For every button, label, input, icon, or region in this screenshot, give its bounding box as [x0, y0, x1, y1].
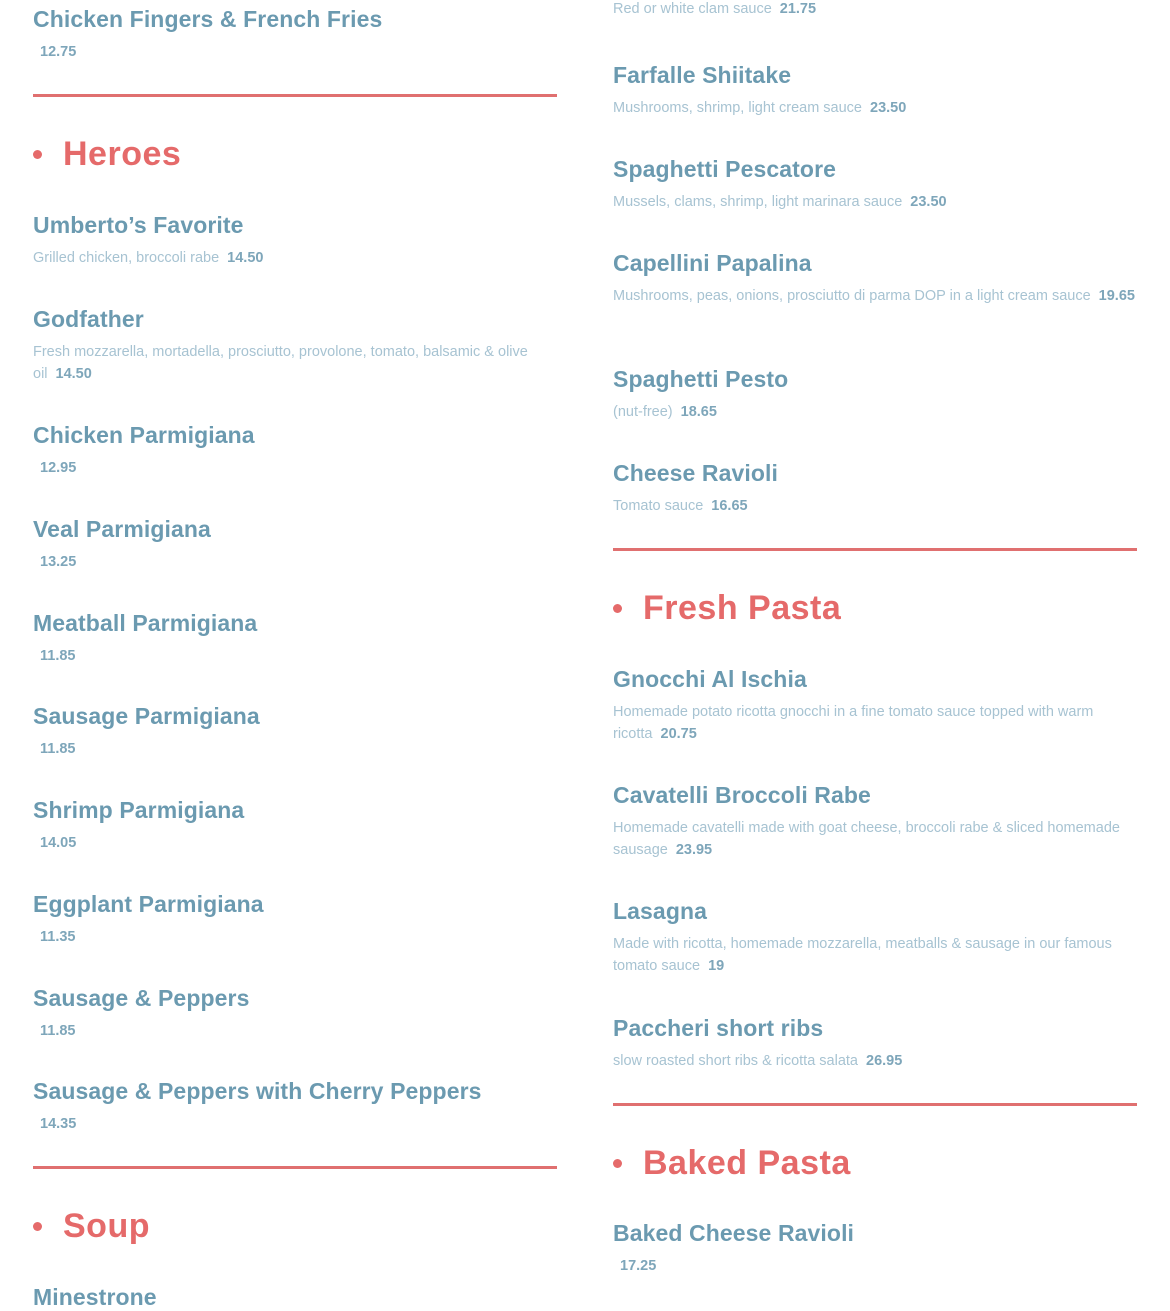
item-price: 17.25 [620, 1258, 657, 1274]
item-name: Capellini Papalina [613, 250, 812, 276]
bullet-dot-icon [33, 150, 42, 159]
menu-item [33, 305, 557, 385]
item-price: 11.85 [40, 1023, 76, 1039]
menu-item [33, 609, 557, 667]
item-details [33, 247, 557, 269]
item-details [33, 738, 557, 760]
menu-item [613, 155, 1137, 213]
item-name: Lasagna [613, 898, 708, 924]
item-name: Gnocchi Al Ischia [613, 666, 807, 692]
section-title: Baked Pasta [643, 1143, 851, 1182]
item-description: Red or white clam sauce [613, 1, 772, 17]
menu-item [33, 421, 557, 479]
item-details [613, 97, 1137, 119]
item-details [33, 832, 557, 854]
item-details [613, 701, 1137, 745]
item-price: 11.85 [40, 648, 76, 664]
item-details [33, 341, 557, 385]
section-heading-fresh-pasta [613, 588, 841, 628]
section-divider [613, 548, 1137, 551]
item-price: 14.05 [40, 835, 77, 851]
item-details [33, 551, 557, 573]
item-price: 11.85 [40, 741, 76, 757]
item-price: 14.50 [55, 366, 92, 382]
item-description: (nut-free) [613, 404, 673, 420]
item-name: Sausage Parmigiana [33, 703, 260, 729]
item-price: 26.95 [866, 1053, 903, 1069]
section-divider [33, 1166, 557, 1169]
section-divider [33, 94, 557, 97]
section-divider [613, 1103, 1137, 1106]
item-description: Homemade cavatelli made with goat cheese, broccoli rabe & sliced homemade sausage [613, 820, 1120, 858]
section-heading-soup [33, 1206, 150, 1246]
section-heading-heroes [33, 134, 181, 174]
item-description: Mussels, clams, shrimp, light marinara sauce [613, 194, 903, 210]
item-description: Homemade potato ricotta gnocchi in a fine tomato sauce topped with warm ricotta [613, 704, 1094, 742]
item-details [613, 0, 1137, 20]
item-price: 23.95 [675, 842, 713, 858]
item-description: Fresh mozzarella, mortadella, prosciutto, provolone, tomato, balsamic & olive oil [33, 344, 528, 382]
menu-item [33, 984, 557, 1042]
menu-item [33, 5, 557, 63]
item-price: 14.50 [227, 250, 264, 266]
menu-item [33, 796, 557, 854]
item-description: Tomato sauce [613, 498, 704, 514]
item-details [33, 645, 557, 667]
bullet-dot-icon [613, 604, 622, 613]
item-details [33, 41, 557, 63]
item-description: Made with ricotta, homemade mozzarella, meatballs & sausage in our famous tomato sauce [613, 936, 1112, 974]
item-details [33, 1113, 557, 1135]
item-price: 19.65 [1098, 288, 1135, 304]
menu-item [33, 515, 557, 573]
item-details [613, 191, 1137, 213]
item-price: 23.50 [870, 100, 907, 116]
item-name: Shrimp Parmigiana [33, 797, 245, 823]
item-name: Spaghetti Pesto [613, 366, 789, 392]
menu-item [33, 702, 557, 760]
item-name: Umberto’s Favorite [33, 212, 244, 238]
item-price: 20.75 [660, 726, 697, 742]
section-title: Fresh Pasta [643, 588, 842, 627]
section-title: Soup [63, 1206, 150, 1245]
item-name: Veal Parmigiana [33, 516, 211, 542]
menu-item [33, 211, 557, 269]
item-name: Spaghetti Pescatore [613, 156, 837, 182]
item-name: Eggplant Parmigiana [33, 891, 264, 917]
item-details [613, 933, 1137, 977]
item-details [33, 457, 557, 479]
item-details [613, 1050, 1137, 1072]
item-name: Baked Cheese Ravioli [613, 1220, 855, 1246]
item-name: Minestrone [33, 1284, 157, 1310]
item-details [33, 1020, 557, 1042]
item-name: Paccheri short ribs [613, 1015, 824, 1041]
item-price: 14.35 [40, 1116, 77, 1132]
item-price: 21.75 [779, 1, 817, 17]
menu-item [613, 897, 1137, 977]
menu-item [613, 365, 1137, 423]
item-name: Farfalle Shiitake [613, 62, 792, 88]
item-price: 16.65 [711, 498, 748, 514]
item-details [613, 495, 1137, 517]
menu-item [33, 890, 557, 948]
item-description: Mushrooms, shrimp, light cream sauce [613, 100, 862, 116]
item-description: Grilled chicken, broccoli rabe [33, 250, 220, 266]
item-details [613, 401, 1137, 423]
menu-item [613, 781, 1137, 861]
section-heading-baked-pasta [613, 1143, 851, 1183]
item-description: slow roasted short ribs & ricotta salata [613, 1053, 858, 1069]
menu-item [613, 249, 1137, 307]
menu-item [33, 1077, 557, 1135]
item-details [613, 817, 1137, 861]
menu-item [613, 1014, 1137, 1072]
item-details [613, 1255, 1137, 1277]
section-title: Heroes [63, 134, 182, 173]
item-name: Cheese Ravioli [613, 460, 779, 486]
item-name: Cavatelli Broccoli Rabe [613, 782, 871, 808]
bullet-dot-icon [33, 1222, 42, 1231]
item-price: 12.75 [40, 44, 77, 60]
menu-item [613, 61, 1137, 119]
item-name: Sausage & Peppers with Cherry Peppers [33, 1078, 482, 1104]
item-name: Chicken Fingers & French Fries [33, 6, 383, 32]
item-price: 19 [708, 958, 725, 974]
item-name: Godfather [33, 306, 144, 332]
item-price: 13.25 [40, 554, 77, 570]
item-details [33, 926, 557, 948]
item-price: 11.35 [40, 929, 76, 945]
bullet-dot-icon [613, 1159, 622, 1168]
item-description: Mushrooms, peas, onions, prosciutto di parma DOP in a light cream sauce [613, 288, 1091, 304]
item-name: Chicken Parmigiana [33, 422, 255, 448]
item-name: Sausage & Peppers [33, 985, 250, 1011]
menu-item [33, 1283, 557, 1311]
menu-item [613, 1219, 1137, 1277]
item-price: 23.50 [910, 194, 947, 210]
menu-item [613, 459, 1137, 517]
item-price: 18.65 [680, 404, 717, 420]
menu-item [613, 665, 1137, 745]
item-price: 12.95 [40, 460, 77, 476]
item-name: Meatball Parmigiana [33, 610, 258, 636]
item-details [613, 285, 1137, 307]
menu-item [613, 0, 1137, 20]
